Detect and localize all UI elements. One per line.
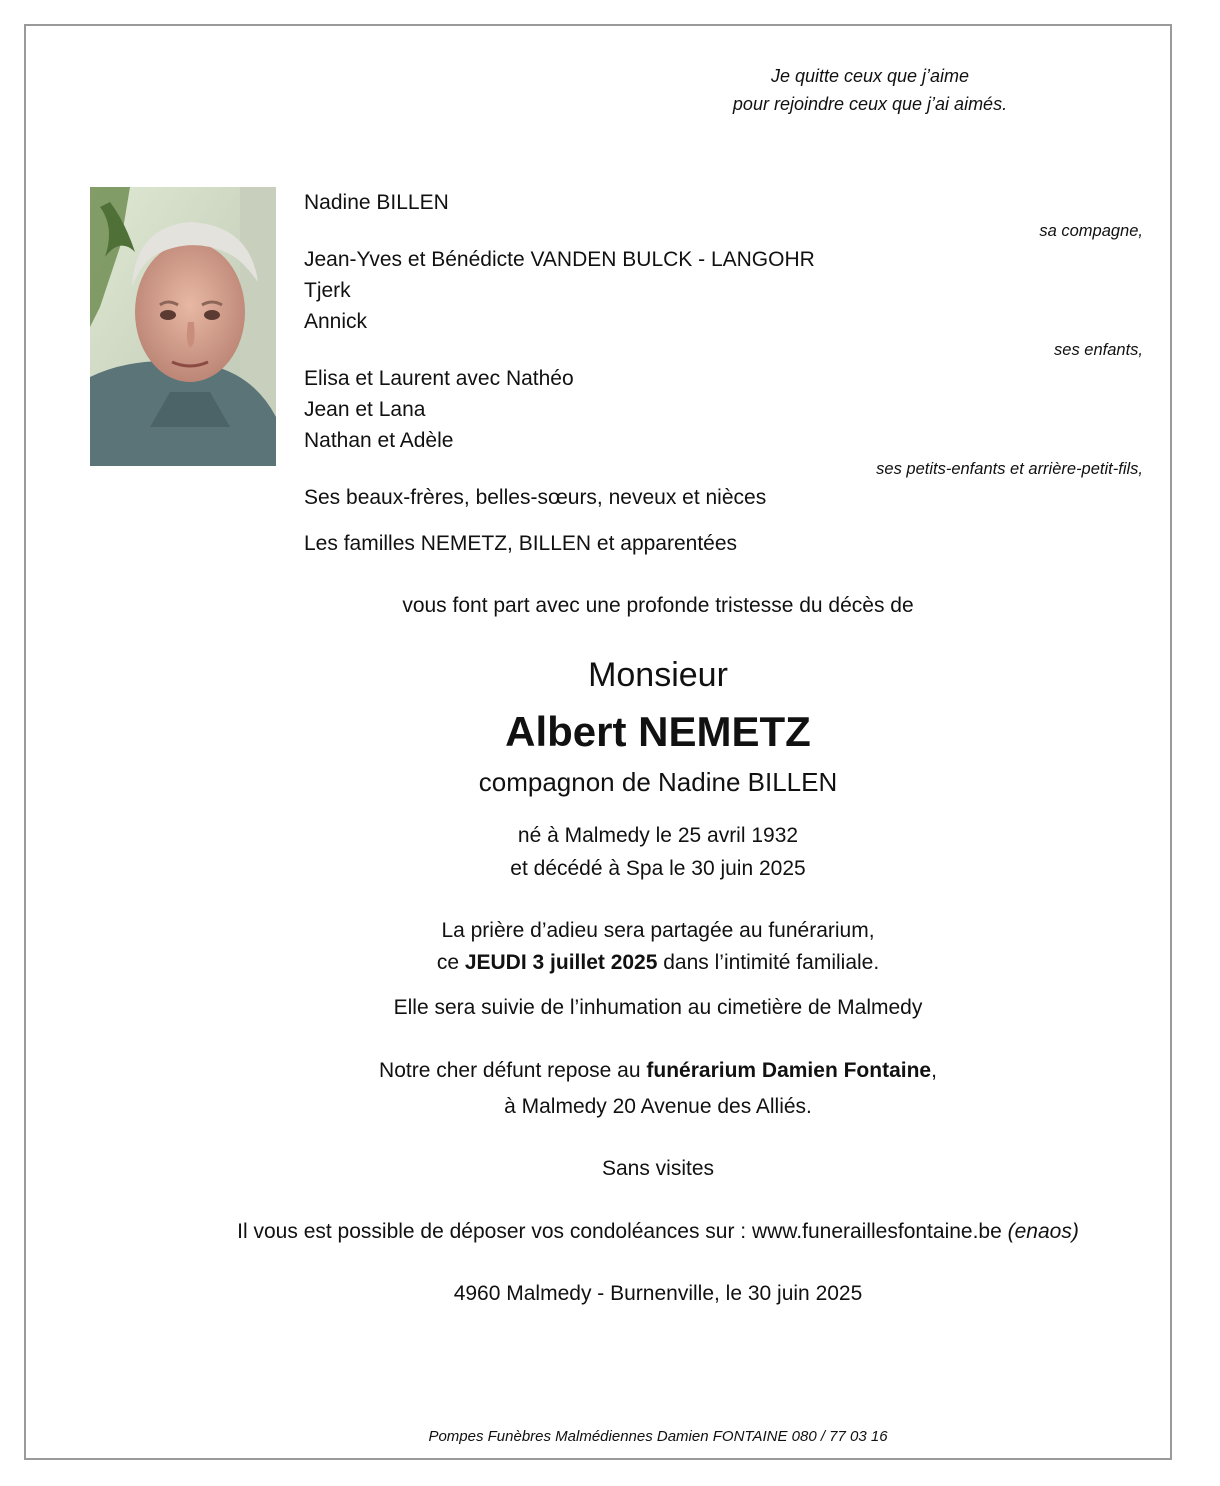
death-line: et décédé à Spa le 30 juin 2025 <box>510 857 806 880</box>
condolences-italic: (enaos) <box>1007 1220 1079 1243</box>
burial-line: Elle sera suivie de l’inhumation au cimetière de Malmedy <box>393 996 923 1019</box>
grandchild-line: Jean et Lana <box>304 398 426 421</box>
ceremony-date: JEUDI 3 juillet 2025 <box>464 951 658 974</box>
footer-text: Pompes Funèbres Malmédiennes Damien FONTAINE 080 / 77 03 16 <box>428 1428 888 1445</box>
visits-line: Sans visites <box>601 1157 715 1180</box>
portrait-photo <box>90 187 276 466</box>
funeral-home-name: funérarium Damien Fontaine <box>646 1059 932 1082</box>
companion-role: sa compagne, <box>1039 222 1143 240</box>
ceremony-prefix: ce <box>436 951 465 974</box>
deceased-name: Albert NEMETZ <box>505 708 811 755</box>
children-role: ses enfants, <box>1054 341 1143 359</box>
deceased-title: Monsieur <box>588 656 728 694</box>
child-line: Annick <box>304 310 368 333</box>
epitaph-line-1: Je quitte ceux que j’aime <box>770 66 970 86</box>
rest-line-1 <box>0 1059 1220 1083</box>
condolences-line <box>0 1220 1220 1244</box>
rest-prefix: Notre cher défunt repose au <box>379 1059 647 1082</box>
ceremony-line-2 <box>0 951 1220 975</box>
place-date-line: 4960 Malmedy - Burnenville, le 30 juin 2025 <box>453 1282 863 1305</box>
in-laws-line: Ses beaux-frères, belles-sœurs, neveux et nièces <box>304 486 767 509</box>
child-line: Tjerk <box>304 279 351 302</box>
deceased-relation: compagnon de Nadine BILLEN <box>478 767 838 797</box>
condolences-text: Il vous est possible de déposer vos condoléances sur : www.funeraillesfontaine.be <box>237 1220 1008 1243</box>
rest-line-2: à Malmedy 20 Avenue des Alliés. <box>504 1095 812 1118</box>
rest-suffix: , <box>931 1059 937 1082</box>
child-line: Jean-Yves et Bénédicte VANDEN BULCK - LANGOHR <box>304 248 815 271</box>
birth-line: né à Malmedy le 25 avril 1932 <box>517 824 799 847</box>
companion-name: Nadine BILLEN <box>304 191 449 214</box>
families-line: Les familles NEMETZ, BILLEN et apparentées <box>304 532 738 555</box>
epitaph-line-2: pour rejoindre ceux que j’ai aimés. <box>732 94 1008 114</box>
portrait-image <box>90 187 276 466</box>
grandchild-line: Nathan et Adèle <box>304 429 454 452</box>
announcement-text: vous font part avec une profonde tristesse du décès de <box>402 594 914 617</box>
grandchildren-role: ses petits-enfants et arrière-petit-fils, <box>876 460 1143 478</box>
ceremony-line-1: La prière d’adieu sera partagée au funérarium, <box>441 919 875 942</box>
ceremony-suffix: dans l’intimité familiale. <box>657 951 880 974</box>
grandchild-line: Elisa et Laurent avec Nathéo <box>304 367 574 390</box>
